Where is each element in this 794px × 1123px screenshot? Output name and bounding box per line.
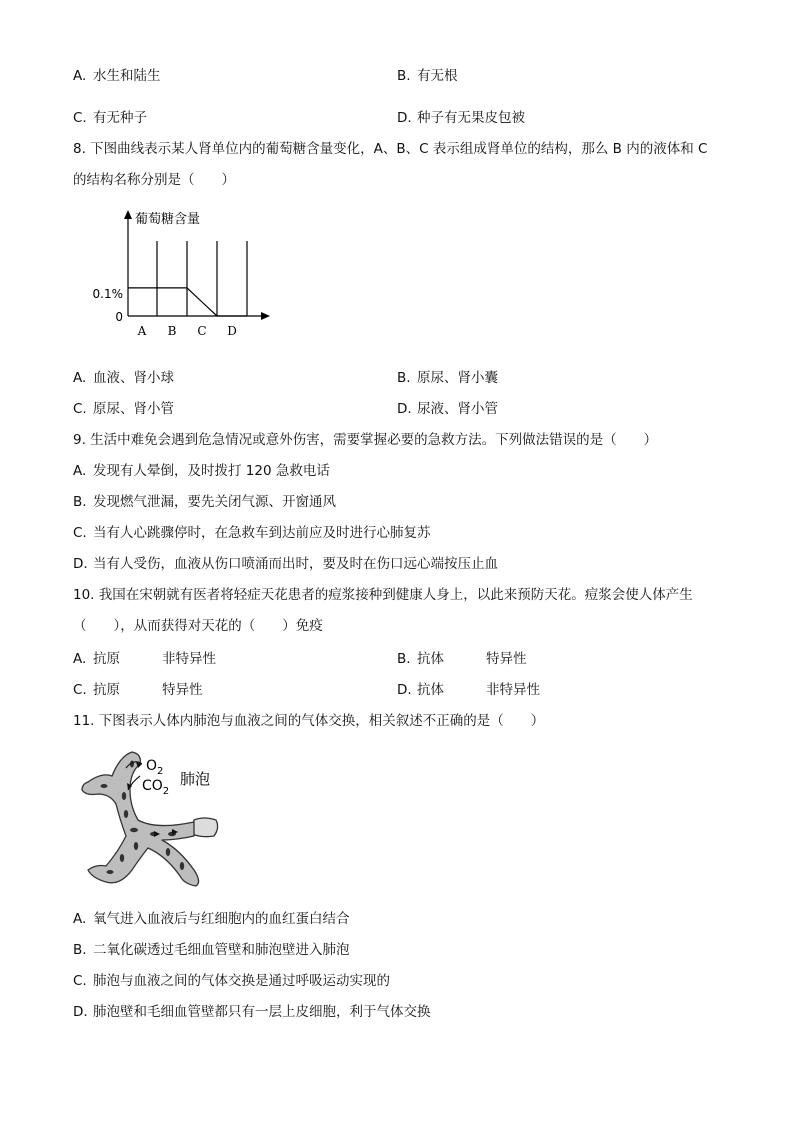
option-part-b: 非特异性	[486, 682, 540, 698]
option-text: 种子有无果皮包被	[417, 110, 525, 126]
y-tick-label-0-1: 0.1%	[92, 287, 123, 301]
q8-option-d[interactable]	[397, 399, 498, 419]
alveolus-figure	[76, 746, 236, 888]
x-tick-label-d: D	[227, 324, 237, 338]
option-letter: D.	[73, 1004, 88, 1020]
q10-option-d[interactable]	[397, 680, 540, 700]
option-text: 肺泡与血液之间的气体交换是通过呼吸运动实现的	[93, 973, 390, 989]
q7-option-d[interactable]	[397, 108, 525, 128]
option-letter: A.	[73, 651, 87, 667]
q11-option-a[interactable]	[73, 909, 350, 929]
option-letter: A.	[73, 463, 87, 479]
option-letter: C.	[73, 682, 87, 698]
q7-option-c[interactable]	[73, 108, 147, 128]
option-text: 发现燃气泄漏，要先关闭气源、开窗通风	[93, 494, 336, 510]
q7-option-b[interactable]	[397, 66, 458, 86]
q9-option-a[interactable]	[73, 461, 330, 481]
option-text: 当有人受伤，血液从伤口喷涌而出时，要及时在伤口远心端按压止血	[93, 556, 498, 572]
option-letter: C.	[73, 525, 87, 541]
option-text: 有无种子	[93, 110, 147, 126]
option-letter: D.	[397, 682, 412, 698]
x-tick-label-c: C	[197, 324, 207, 338]
q11-option-b[interactable]	[73, 940, 350, 960]
option-text: 尿液、肾小管	[417, 401, 498, 417]
q9-option-d[interactable]	[73, 554, 498, 574]
q10-option-b[interactable]	[397, 649, 527, 669]
option-letter: C.	[73, 401, 87, 417]
alveolus-label: 肺泡	[180, 770, 211, 788]
option-letter: A.	[73, 911, 87, 927]
option-letter: B.	[397, 651, 411, 667]
q8-option-c[interactable]	[73, 399, 174, 419]
option-letter: D.	[73, 556, 88, 572]
y-axis-label: 葡萄糖含量	[135, 212, 201, 227]
option-letter: A.	[73, 370, 87, 386]
x-axis-arrow	[261, 312, 270, 320]
option-letter: A.	[73, 68, 87, 84]
option-part-b: 特异性	[162, 682, 203, 698]
option-letter: C.	[73, 110, 87, 126]
option-text: 二氧化碳透过毛细血管壁和肺泡壁进入肺泡	[93, 942, 350, 958]
q10-stem: 10. 我国在宋朝就有医者将轻症天花患者的痘浆接种到健康人身上，以此来预防天花。痘浆会使人体产生（ ），从而获得对天花的（ ）免疫	[73, 587, 693, 634]
option-part-a: 抗体	[417, 682, 444, 698]
option-letter: B.	[397, 68, 411, 84]
option-text: 原尿、肾小管	[93, 401, 174, 417]
option-letter: D.	[397, 110, 412, 126]
option-part-a: 抗体	[417, 651, 444, 667]
option-part-a: 抗原	[93, 651, 120, 667]
q10-option-a[interactable]	[73, 649, 216, 669]
q11-option-d[interactable]	[73, 1002, 431, 1022]
co2-label: $CO_2$	[142, 778, 170, 797]
q9-option-c[interactable]	[73, 523, 431, 543]
option-text: 当有人心跳骤停时，在急救车到达前应及时进行心肺复苏	[93, 525, 431, 541]
option-part-b: 非特异性	[162, 651, 216, 667]
q8-option-a[interactable]	[73, 368, 174, 388]
alveolus-tube	[192, 818, 218, 837]
q11-stem: 11. 下图表示人体内肺泡与血液之间的气体交换，相关叙述不正确的是（ ）	[73, 713, 545, 729]
q7-option-a[interactable]	[73, 66, 161, 86]
q8-stem: 8. 下图曲线表示某人肾单位内的葡萄糖含量变化，A、B、C 表示组成肾单位的结构，那么 B 内的液体和 C 的结构名称分别是（ ）	[73, 141, 708, 188]
y-axis-arrow	[124, 210, 132, 219]
option-text: 肺泡壁和毛细血管壁都只有一层上皮细胞，利于气体交换	[93, 1004, 431, 1020]
option-text: 发现有人晕倒，及时拨打 120 急救电话	[93, 463, 330, 479]
option-letter: C.	[73, 973, 87, 989]
glucose-chart	[85, 205, 285, 345]
option-text: 氧气进入血液后与红细胞内的血红蛋白结合	[93, 911, 350, 927]
option-text: 原尿、肾小囊	[417, 370, 498, 386]
option-text: 水生和陆生	[93, 68, 161, 84]
option-part-b: 特异性	[486, 651, 527, 667]
y-tick-label-0: 0	[115, 310, 123, 324]
q11-option-c[interactable]	[73, 971, 390, 991]
option-letter: B.	[73, 942, 87, 958]
option-text: 血液、肾小球	[93, 370, 174, 386]
option-letter: B.	[73, 494, 87, 510]
x-tick-label-b: B	[167, 324, 177, 338]
option-letter: D.	[397, 401, 412, 417]
q9-stem: 9. 生活中难免会遇到危急情况或意外伤害，需要掌握必要的急救方法。下列做法错误的是（ ）	[73, 432, 658, 448]
q8-option-b[interactable]	[397, 368, 498, 388]
o2-label: $O_2$	[146, 758, 164, 777]
x-tick-label-a: A	[137, 324, 147, 338]
q9-option-b[interactable]	[73, 492, 336, 512]
q10-option-c[interactable]	[73, 680, 203, 700]
option-part-a: 抗原	[93, 682, 120, 698]
option-letter: B.	[397, 370, 411, 386]
option-text: 有无根	[417, 68, 458, 84]
